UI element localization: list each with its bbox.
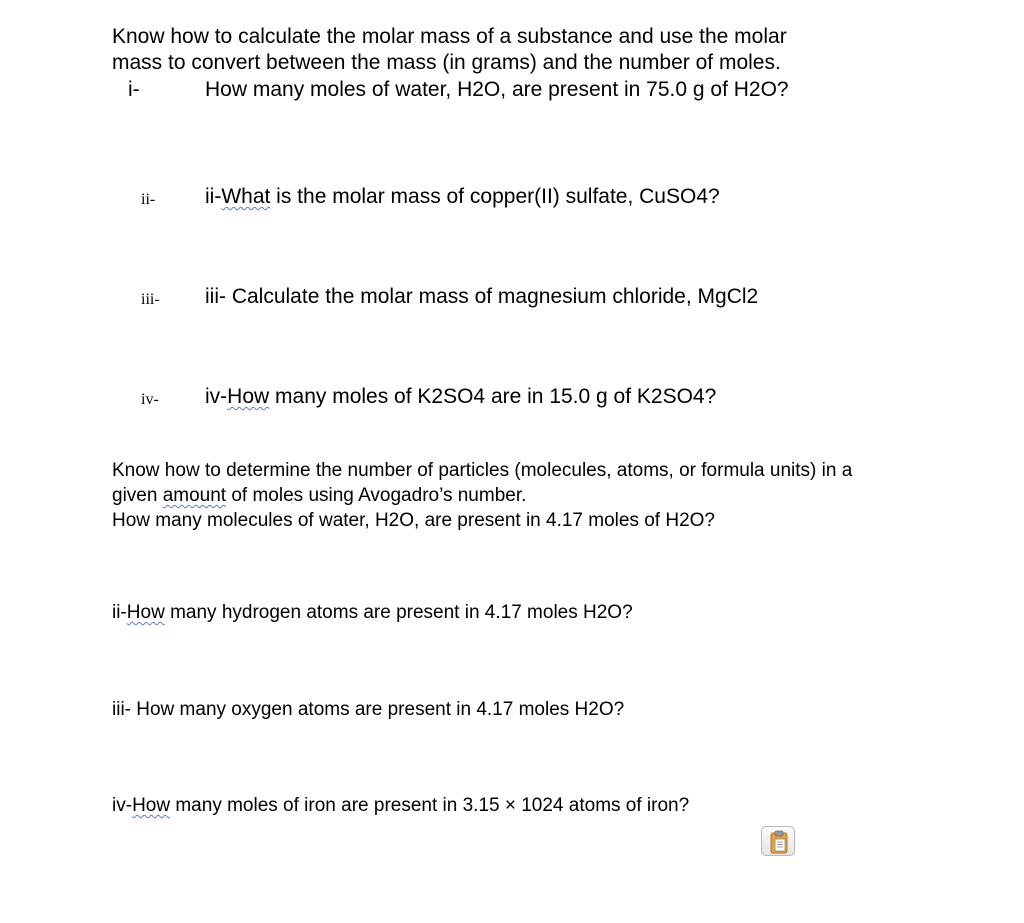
section2-intro-line1: Know how to determine the number of particles (molecules, atoms, or formula units) in a [112,460,853,481]
item-ii-link[interactable]: What [221,185,271,208]
section2-item-ii-prefix: ii- [112,602,127,623]
section2-intro-line2-pre: given [112,485,163,506]
item-iv-number: iv- [141,391,159,408]
section2-intro-line3: How many molecules of water, H2O, are present in 4.17 moles of H2O? [112,510,715,531]
section2-intro [112,458,852,533]
item-ii-text [205,185,720,209]
section1-intro-line1: Know how to calculate the molar mass of a substance and use the molar [112,25,787,48]
section2-item-iv-link[interactable]: How [132,795,171,816]
section2-item-iii: iii- How many oxygen atoms are present in 4.17 moles H2O? [112,699,625,720]
section2-intro-line2-post: of moles using Avogadro’s number. [226,485,527,506]
item-iv-text [205,385,716,409]
item-iii-text: iii- Calculate the molar mass of magnesium chloride, MgCl2 [205,285,759,308]
section2-item-iv [112,795,689,817]
section2-intro-line2 [112,483,852,508]
section2-item-ii [112,602,633,624]
item-i-number: i- [128,78,140,101]
item-iii-number: iii- [141,291,160,308]
section2-item-ii-rest: many hydrogen atoms are present in 4.17 moles H2O? [164,602,633,623]
item-ii-prefix: ii- [205,185,222,208]
section2-item-iv-rest: many moles of iron are present in 3.15 × 1024 atoms of iron? [170,795,690,816]
section1-intro-line2: mass to convert between the mass (in grams) and the number of moles. [112,51,781,74]
section2-amount-link[interactable]: amount [162,485,227,506]
section2-item-ii-link[interactable]: How [126,602,165,623]
item-ii-rest: is the molar mass of copper(II) sulfate, CuSO4? [270,185,720,208]
section2-item-iv-prefix: iv- [112,795,133,816]
item-iv-rest: many moles of K2SO4 are in 15.0 g of K2SO4? [269,385,717,408]
item-iv-link[interactable]: How [227,385,270,408]
section1-intro [112,24,787,76]
item-ii-number: ii- [141,191,156,208]
clipboard-paste-icon[interactable] [761,826,795,856]
item-iv-prefix: iv- [205,385,228,408]
item-i-text: How many moles of water, H2O, are present in 75.0 g of H2O? [205,78,789,101]
